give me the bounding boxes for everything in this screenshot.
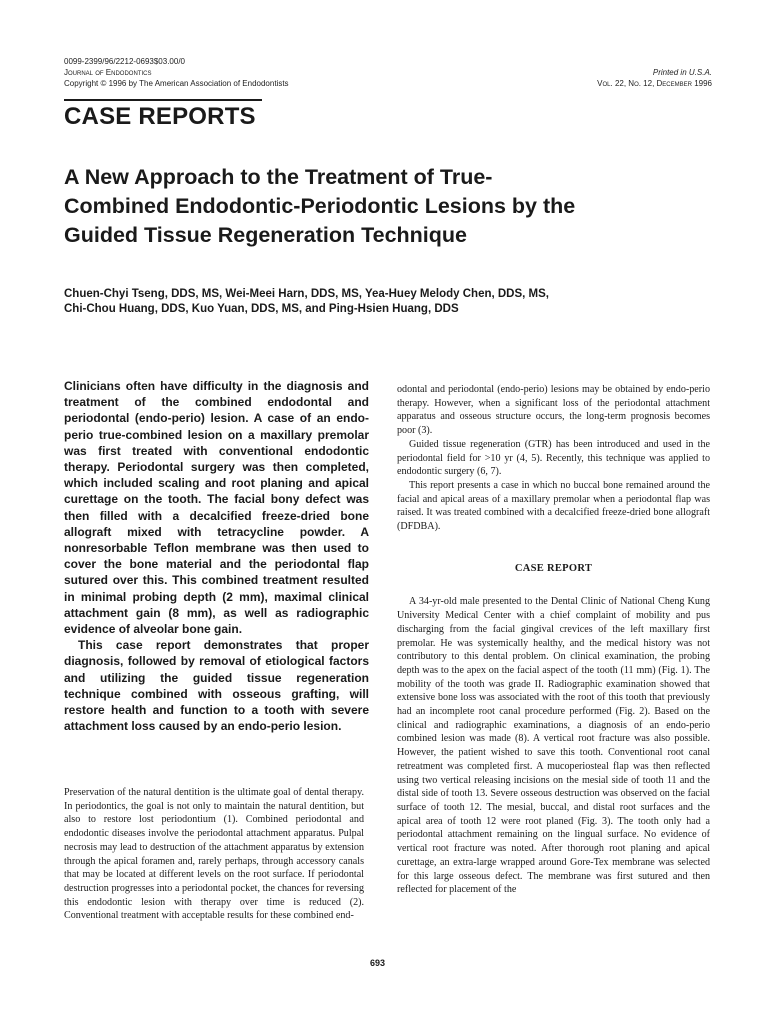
title-line: Guided Tissue Regeneration Technique (64, 223, 467, 247)
journal-name: Journal of Endodontics (64, 68, 152, 77)
intro-text-left (64, 786, 364, 923)
issn-line: 0099-2399/96/2212-0693$03.00/0 (64, 57, 185, 66)
abstract-paragraph: Clinicians often have difficulty in the diagnosis and treatment of the combined endodontal and periodontal (endo-perio) lesion. A case of an endo-perio true-combined lesion on a maxillary premolar was first treated with conventional endodontic therapy. Periodontal surgery was then completed, which included scaling and root planing and apical curettage on the tooth. The facial bony defect was then filled with a decalcified freeze-dried bone allograft mixed with tetracycline powder. A nonresorbable Teflon membrane was then used to cover the bone material and the periodontal flap sutured over this. This combined treatment resulted in minimal probing depth (2 mm), maximal clinical attachment gain (8 mm), as well as radiographic evidence of alveolar bone gain. (64, 379, 369, 637)
journal-header (64, 56, 404, 89)
body-paragraph: Guided tissue regeneration (GTR) has been introduced and used in the periodontal field for >10 yr (4, 5). Recently, this technique was applied to endodontic surgery (6, 7). (397, 438, 710, 478)
issue-info (412, 67, 712, 89)
page-number: 693 (370, 958, 386, 968)
title-line: Combined Endodontic-Periodontic Lesions by the (64, 194, 576, 218)
abstract (64, 378, 369, 734)
author-line: Chi-Chou Huang, DDS, Kuo Yuan, DDS, MS, and Ping-Hsien Huang, DDS (64, 303, 459, 315)
volume-line: Vol. 22, No. 12, December 1996 (597, 79, 712, 88)
author-list (64, 287, 724, 317)
printed-in: Printed in U.S.A. (652, 68, 712, 77)
right-column (397, 383, 710, 897)
section-rule (64, 99, 262, 101)
section-label: CASE REPORTS (64, 103, 256, 130)
abstract-paragraph: This case report demonstrates that proper diagnosis, followed by removal of etiological factors and utilizing the guided tissue regeneration technique combined with osseous grafting, will restore health and function to a tooth with severe attachment loss caused by an endo-perio lesion. (64, 638, 369, 734)
copyright-line: Copyright © 1996 by The American Association of Endodontists (64, 79, 289, 88)
body-paragraph: Preservation of the natural dentition is the ultimate goal of dental therapy. In periodontics, the goal is not only to maintain the natural dentition, but also to restore lost periodontium (1). Combined periodontal and endodontic diseases involve the periodontal attachment apparatus. Pulpal necrosis may lead to destruction of the attachment apparatus by extension through the apical foramen and, rarely perhaps, through accessory canals that may be located at different levels on the root surface. If periodontal destruction progresses into a periodontal pocket, the chances for reversing this endodontic lesion with therapy over time is reduced (2). Conventional treatment with acceptable results for these combined end- (64, 787, 364, 922)
article-title (64, 163, 704, 250)
author-line: Chuen-Chyi Tseng, DDS, MS, Wei-Meei Harn, DDS, MS, Yea-Huey Melody Chen, DDS, MS, (64, 288, 549, 300)
body-paragraph: This report presents a case in which no buccal bone remained around the facial and apical areas of a maxillary premolar when a periodontal flap was raised. It was treated combined with a decalcified freeze-dried bone allograft (DFDBA). (397, 479, 710, 533)
case-report-heading: CASE REPORT (514, 562, 593, 574)
body-paragraph: odontal and periodontal (endo-perio) lesions may be obtained by endo-perio therapy. However, when a significant loss of the periodontal attachment apparatus and osseous structure occurs, the long-term prognosis becomes poor (3). (397, 384, 710, 437)
case-report-paragraph: A 34-yr-old male presented to the Dental Clinic of National Cheng Kung University Medical Center with a chief complaint of mobility and pus discharging from the facial gingival crevices of the left maxillary first premolar. He was systemically healthy, and the medical history was not contributory to this dental problem. On clinical examination, the probing depth was to the apex on the facial aspect of the tooth (11 mm) (Fig. 1). The mobility of the tooth was grade II. Radiographic examination showed that extensive bone loss was associated with the root of this tooth that previously had an incomplete root canal procedure performed (Fig. 2). Based on the clinical and radiographic examinations, a diagnosis of an endo-perio combined lesion was made (8). A vertical root fracture was also possible. However, the patient wished to save this tooth. Conventional root canal retreatment was completed first. A mucoperiosteal flap was then reflected using two vertical releasing incisions on the mesial side of tooth 11 and the distal side of tooth 13. Severe osseous destruction was observed on the facial surface of tooth 12. The mesial, buccal, and distal root surfaces and the apical area of tooth 12 were root planed (Fig. 3). The tooth only had a periodontal attachment remaining on the lingual surface. No evidence of vertical root fracture was noted. After thorough root planing and apical curettage, an extra-large wrapped around Gore-Tex membrane was selected for this large osseous defect. The membrane was first sutured and then reflected for placement of the (397, 596, 710, 896)
title-line: A New Approach to the Treatment of True- (64, 165, 493, 189)
